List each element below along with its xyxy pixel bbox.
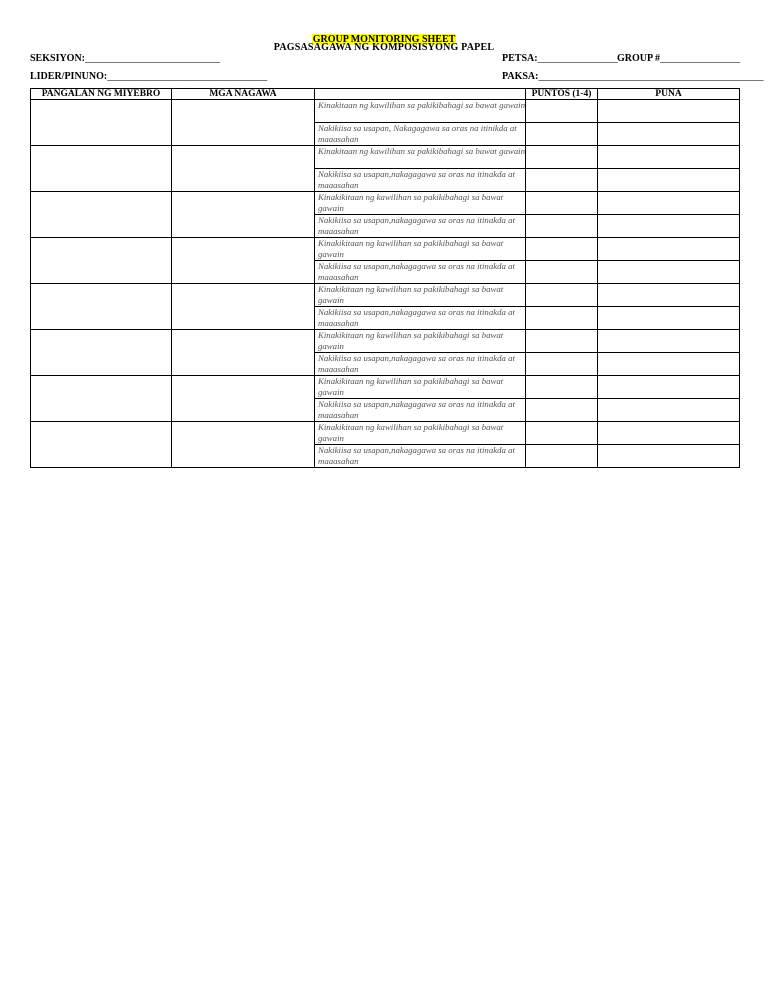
member-name-cell[interactable] xyxy=(31,284,172,330)
mga-nagawa-cell[interactable] xyxy=(172,192,315,238)
puntos-cell[interactable] xyxy=(526,123,598,146)
puntos-cell[interactable] xyxy=(526,284,598,307)
petsa-blank: ________________ xyxy=(537,53,618,64)
criteria-cell: Kinakikitaan ng kawilihan sa pakikibahagi sa bawat gawain xyxy=(315,238,526,261)
criteria-cell: Kinakikitaan ng kawilihan sa pakikibahagi sa bawat gawain xyxy=(315,422,526,445)
header-mga-nagawa: MGA NAGAWA xyxy=(172,89,315,100)
mga-nagawa-cell[interactable] xyxy=(172,146,315,192)
seksiyon-field xyxy=(30,53,220,64)
criteria-cell: Nakikiisa sa usapan,nakagagawa sa oras na itinakda at maaasahan xyxy=(315,261,526,284)
paksa-label: PAKSA: xyxy=(502,71,539,82)
criteria-cell: Nakikiisa sa usapan,nakagagawa sa oras na itinakda at maaasahan xyxy=(315,169,526,192)
table-row xyxy=(31,330,740,353)
criteria-cell: Kinakitaan ng kawilihan sa pakikibahagi sa bawat gawain xyxy=(315,100,526,123)
mga-nagawa-cell[interactable] xyxy=(172,100,315,146)
table-row xyxy=(31,192,740,215)
monitoring-table xyxy=(30,88,740,468)
puna-cell[interactable] xyxy=(598,123,740,146)
puna-cell[interactable] xyxy=(598,100,740,123)
puntos-cell[interactable] xyxy=(526,399,598,422)
mga-nagawa-cell[interactable] xyxy=(172,376,315,422)
puna-cell[interactable] xyxy=(598,192,740,215)
puna-cell[interactable] xyxy=(598,307,740,330)
seksiyon-blank: ___________________________ xyxy=(85,53,221,64)
mga-nagawa-cell[interactable] xyxy=(172,330,315,376)
puntos-cell[interactable] xyxy=(526,169,598,192)
member-name-cell[interactable] xyxy=(31,422,172,468)
criteria-cell: Nakikiisa sa usapan,nakagagawa sa oras na itinakda at maaasahan xyxy=(315,399,526,422)
header-pangalan: PANGALAN NG MIYEBRO xyxy=(31,89,172,100)
puna-cell[interactable] xyxy=(598,422,740,445)
table-row xyxy=(31,376,740,399)
puna-cell[interactable] xyxy=(598,215,740,238)
puna-cell[interactable] xyxy=(598,330,740,353)
criteria-cell: Nakikiisa sa usapan,nakagagawa sa oras na itinakda at maaasahan xyxy=(315,353,526,376)
puntos-cell[interactable] xyxy=(526,422,598,445)
table-row xyxy=(31,100,740,123)
lider-label: LIDER/PINUNO: xyxy=(30,71,108,82)
paksa-blank: _____________________________________________ xyxy=(538,71,764,82)
puna-cell[interactable] xyxy=(598,399,740,422)
table-row xyxy=(31,284,740,307)
puntos-cell[interactable] xyxy=(526,353,598,376)
member-name-cell[interactable] xyxy=(31,330,172,376)
group-field xyxy=(617,53,740,64)
puntos-cell[interactable] xyxy=(526,376,598,399)
mga-nagawa-cell[interactable] xyxy=(172,422,315,468)
puna-cell[interactable] xyxy=(598,284,740,307)
puntos-cell[interactable] xyxy=(526,330,598,353)
header-puntos: PUNTOS (1-4) xyxy=(526,89,598,100)
mga-nagawa-cell[interactable] xyxy=(172,284,315,330)
sheet-title: GROUP MONITORING SHEET xyxy=(312,34,456,45)
puntos-cell[interactable] xyxy=(526,100,598,123)
puna-cell[interactable] xyxy=(598,238,740,261)
criteria-cell: Nakikiisa sa usapan,nakagagawa sa oras na itinakda at maaasahan xyxy=(315,307,526,330)
group-label: GROUP # xyxy=(617,53,661,64)
puntos-cell[interactable] xyxy=(526,261,598,284)
puntos-cell[interactable] xyxy=(526,238,598,261)
table-header-row xyxy=(31,89,740,100)
puna-cell[interactable] xyxy=(598,146,740,169)
member-name-cell[interactable] xyxy=(31,376,172,422)
puntos-cell[interactable] xyxy=(526,146,598,169)
member-name-cell[interactable] xyxy=(31,146,172,192)
criteria-cell: Kinakikitaan ng kawilihan sa pakikibahagi sa bawat gawain xyxy=(315,376,526,399)
table-row xyxy=(31,422,740,445)
criteria-cell: Kinakikitaan ng kawilihan sa pakikibahagi sa bawat gawain xyxy=(315,192,526,215)
criteria-cell: Nakikiisa sa usapan,nakagagawa sa oras na itinakda at maaasahan xyxy=(315,445,526,468)
member-name-cell[interactable] xyxy=(31,192,172,238)
member-name-cell[interactable] xyxy=(31,238,172,284)
criteria-cell: Kinakitaan ng kawilihan sa pakikibahagi sa bawat gawain xyxy=(315,146,526,169)
group-blank: ________________ xyxy=(660,53,741,64)
mga-nagawa-cell[interactable] xyxy=(172,238,315,284)
lider-blank: ________________________________ xyxy=(107,71,268,82)
puna-cell[interactable] xyxy=(598,353,740,376)
puntos-cell[interactable] xyxy=(526,445,598,468)
header-puna: PUNA xyxy=(598,89,740,100)
sheet-subtitle: PAGSASAGAWA NG KOMPOSISYONG PAPEL xyxy=(273,42,495,53)
puntos-cell[interactable] xyxy=(526,215,598,238)
table-row xyxy=(31,146,740,169)
header-criteria xyxy=(315,89,526,100)
criteria-cell: Kinakikitaan ng kawilihan sa pakikibahagi sa bawat gawain xyxy=(315,284,526,307)
puntos-cell[interactable] xyxy=(526,307,598,330)
puna-cell[interactable] xyxy=(598,169,740,192)
paksa-field xyxy=(502,71,763,82)
puna-cell[interactable] xyxy=(598,445,740,468)
lider-field xyxy=(30,71,267,82)
criteria-cell: Nakikiisa sa usapan, Nakagagawa sa oras na itinikda at maaasahan xyxy=(315,123,526,146)
petsa-label: PETSA: xyxy=(502,53,538,64)
puntos-cell[interactable] xyxy=(526,192,598,215)
member-name-cell[interactable] xyxy=(31,100,172,146)
petsa-field xyxy=(502,53,618,64)
seksiyon-label: SEKSIYON: xyxy=(30,53,86,64)
puna-cell[interactable] xyxy=(598,261,740,284)
criteria-cell: Nakikiisa sa usapan,nakagagawa sa oras na itinakda at maaasahan xyxy=(315,215,526,238)
puna-cell[interactable] xyxy=(598,376,740,399)
criteria-cell: Kinakikitaan ng kawilihan sa pakikibahagi sa bawat gawain xyxy=(315,330,526,353)
table-row xyxy=(31,238,740,261)
